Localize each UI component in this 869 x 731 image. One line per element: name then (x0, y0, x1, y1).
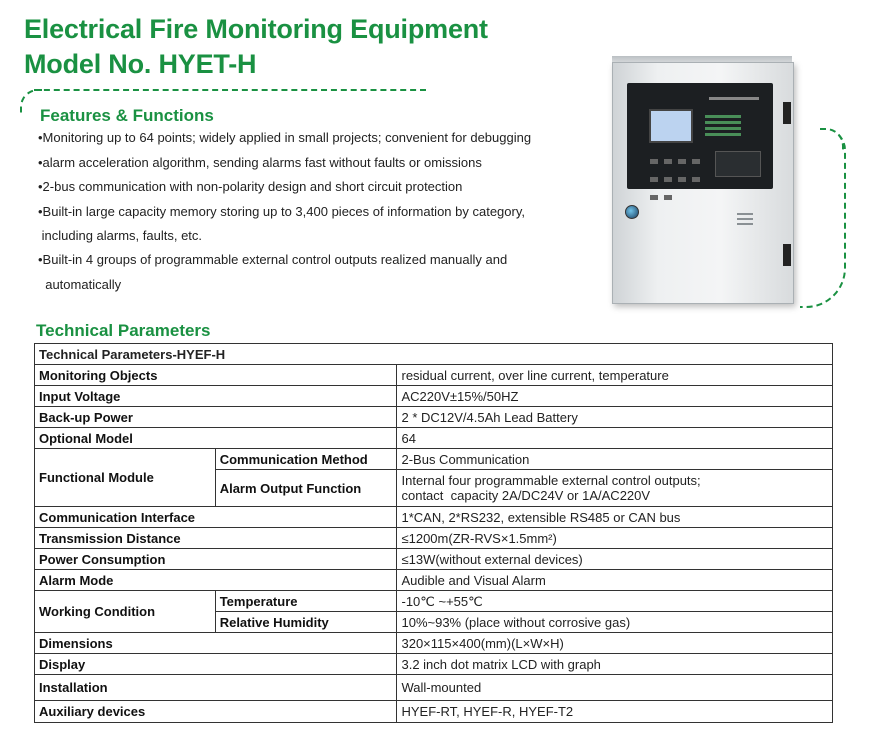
row-value: residual current, over line current, temperature (397, 365, 833, 386)
page-title-line2: Model No. HYET-H (24, 49, 257, 79)
row-sublabel: Relative Humidity (215, 612, 397, 633)
row-label: Input Voltage (35, 386, 397, 407)
hinge-bottom-icon (783, 244, 791, 266)
table-row (35, 507, 833, 528)
row-value-line: Internal four programmable external control outputs; (401, 473, 701, 488)
row-label: Dimensions (35, 633, 397, 654)
row-value (397, 470, 833, 507)
feature-line: •Built-in 4 groups of programmable external control outputs realized manually and (38, 252, 508, 267)
row-value: Wall-mounted (397, 675, 833, 701)
key-lock-icon (625, 205, 639, 219)
table-row (35, 591, 833, 612)
feature-line: •Monitoring up to 64 points; widely applied in small projects; convenient for debugging (38, 130, 532, 145)
table-header: Technical Parameters-HYEF-H (35, 344, 833, 365)
speaker-vent-icon (737, 213, 753, 228)
feature-line: •Built-in large capacity memory storing up to 3,400 pieces of information by category, (38, 204, 525, 219)
feature-line: •2-bus communication with non-polarity design and short circuit protection (38, 179, 463, 194)
table-row (35, 701, 833, 723)
indicator-leds-icon (705, 115, 745, 139)
row-value: 320×115×400(mm)(L×W×H) (397, 633, 833, 654)
row-label: Installation (35, 675, 397, 701)
row-value: ≤13W(without external devices) (397, 549, 833, 570)
feature-line: automatically (38, 277, 122, 292)
row-value: 2 * DC12V/4.5Ah Lead Battery (397, 407, 833, 428)
row-sublabel: Communication Method (215, 449, 397, 470)
row-value: ≤1200m(ZR-RVS×1.5mm²) (397, 528, 833, 549)
row-label: Power Consumption (35, 549, 397, 570)
row-label: Display (35, 654, 397, 675)
row-label: Monitoring Objects (35, 365, 397, 386)
technical-parameters-title: Technical Parameters (36, 321, 211, 340)
row-value: AC220V±15%/50HZ (397, 386, 833, 407)
row-label: Optional Model (35, 428, 397, 449)
table-row (35, 654, 833, 675)
table-row (35, 675, 833, 701)
table-header-row (35, 344, 833, 365)
row-value: 1*CAN, 2*RS232, extensible RS485 or CAN bus (397, 507, 833, 528)
row-label: Communication Interface (35, 507, 397, 528)
row-value-line: contact capacity 2A/DC24V or 1A/AC220V (401, 488, 651, 503)
features-title: Features & Functions (40, 106, 214, 125)
row-label: Working Condition (35, 591, 216, 633)
row-value: HYEF-RT, HYEF-R, HYEF-T2 (397, 701, 833, 723)
row-label: Alarm Mode (35, 570, 397, 591)
table-row (35, 528, 833, 549)
table-row (35, 570, 833, 591)
row-value: 64 (397, 428, 833, 449)
row-value: 3.2 inch dot matrix LCD with graph (397, 654, 833, 675)
table-row (35, 407, 833, 428)
device-front-panel (627, 83, 773, 189)
device-illustration (612, 62, 794, 304)
row-sublabel: Temperature (215, 591, 397, 612)
hinge-top-icon (783, 102, 791, 124)
row-value: -10℃ ~+55℃ (397, 591, 833, 612)
row-label: Back-up Power (35, 407, 397, 428)
lcd-screen-icon (649, 109, 693, 143)
table-row (35, 449, 833, 470)
page-title-line1: Electrical Fire Monitoring Equipment (24, 14, 488, 44)
row-label: Transmission Distance (35, 528, 397, 549)
table-row (35, 633, 833, 654)
row-value: Audible and Visual Alarm (397, 570, 833, 591)
table-row (35, 428, 833, 449)
dashed-frame-corner (20, 89, 42, 115)
table-row (35, 549, 833, 570)
dashed-frame-right (800, 128, 846, 308)
feature-line: •alarm acceleration algorithm, sending alarms fast without faults or omissions (38, 155, 482, 170)
table-row (35, 386, 833, 407)
feature-line: including alarms, faults, etc. (38, 228, 203, 243)
panel-label-strip (709, 97, 759, 100)
row-value: 2-Bus Communication (397, 449, 833, 470)
row-sublabel: Alarm Output Function (215, 470, 397, 507)
dashed-frame-top (34, 89, 426, 91)
technical-parameters-table (34, 343, 833, 723)
row-value: 10%~93% (place without corrosive gas) (397, 612, 833, 633)
row-label: Functional Module (35, 449, 216, 507)
printer-slot-icon (715, 151, 761, 177)
keypad-icon (647, 153, 707, 207)
table-row (35, 365, 833, 386)
row-label: Auxiliary devices (35, 701, 397, 723)
